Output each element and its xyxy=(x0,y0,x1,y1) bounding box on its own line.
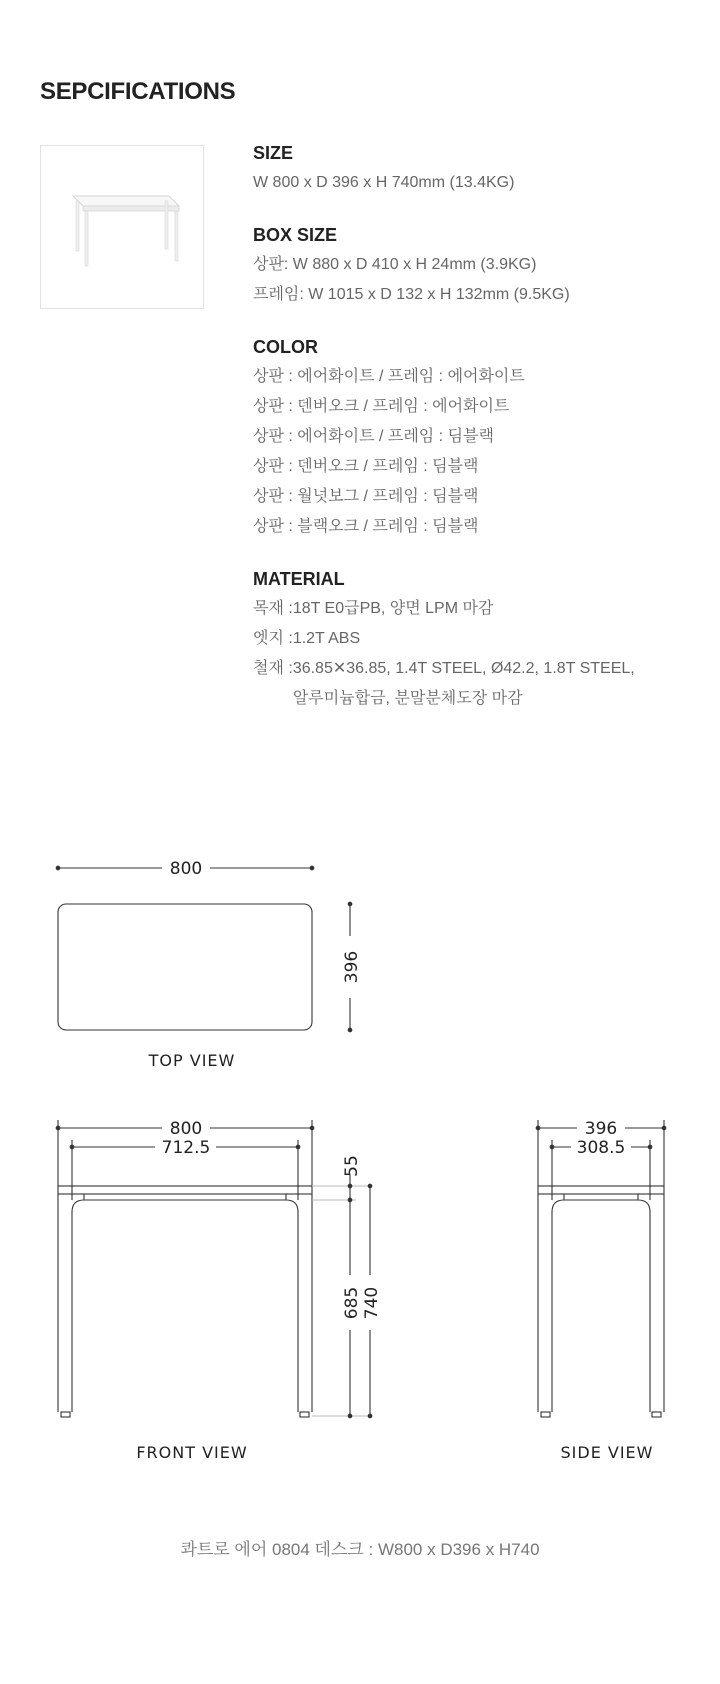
box-size-top: 상판: W 880 x D 410 x H 24mm (3.9KG) xyxy=(253,256,537,273)
material-label: 엣지 : xyxy=(253,630,293,647)
top-width-dimension: 800 xyxy=(169,859,203,879)
box-size-frame: 프레임: W 1015 x D 132 x H 132mm (9.5KG) xyxy=(253,286,570,303)
material-value: 1.2T ABS xyxy=(292,630,361,647)
material-title: MATERIAL xyxy=(253,569,345,589)
box-size-title: BOX SIZE xyxy=(253,225,338,245)
front-view-drawing xyxy=(56,1120,372,1418)
side-view-label: SIDE VIEW xyxy=(560,1443,654,1462)
color-option: 상판 : 덴버오크 / 프레임 : 딤블랙 xyxy=(253,458,479,475)
color-title: COLOR xyxy=(253,337,318,357)
material-value: 알루미늄합금, 분말분체도장 마감 xyxy=(292,690,523,707)
material-label: 목재 : xyxy=(253,600,293,617)
product-caption: 콰트로 에어 0804 데스크 : W800 x D396 x H740 xyxy=(180,1540,540,1559)
page-title: SEPCIFICATIONS xyxy=(40,78,236,105)
color-option: 상판 : 덴버오크 / 프레임 : 에어화이트 xyxy=(253,398,510,415)
color-option: 상판 : 에어화이트 / 프레임 : 딤블랙 xyxy=(253,428,494,445)
leg-height-dimension: 685 xyxy=(342,1286,362,1320)
size-value: W 800 x D 396 x H 740mm (13.4KG) xyxy=(253,174,515,191)
material-value: 18T E0급PB, 양면 LPM 마감 xyxy=(292,600,494,617)
color-option: 상판 : 월넛보그 / 프레임 : 딤블랙 xyxy=(253,488,479,505)
color-option: 상판 : 에어화이트 / 프레임 : 에어화이트 xyxy=(253,368,525,385)
side-depth-dimension: 396 xyxy=(584,1119,618,1139)
total-height-dimension: 740 xyxy=(362,1286,382,1320)
top-thickness-dimension: 55 xyxy=(342,1155,362,1177)
color-option: 상판 : 블랙오크 / 프레임 : 딤블랙 xyxy=(253,518,479,535)
front-inner-width-dimension: 712.5 xyxy=(161,1138,211,1158)
front-view-label: FRONT VIEW xyxy=(136,1443,248,1462)
material-value: 36.85✕36.85, 1.4T STEEL, Ø42.2, 1.8T STEEL, xyxy=(292,660,635,677)
size-title: SIZE xyxy=(253,143,294,163)
top-depth-dimension: 396 xyxy=(342,950,362,984)
side-inner-depth-dimension: 308.5 xyxy=(576,1138,626,1158)
top-view-label: TOP VIEW xyxy=(148,1051,236,1070)
top-view-drawing xyxy=(56,866,352,1032)
side-view-drawing xyxy=(536,1120,666,1417)
front-width-dimension: 800 xyxy=(169,1119,203,1139)
material-label: 철재 : xyxy=(253,660,293,677)
